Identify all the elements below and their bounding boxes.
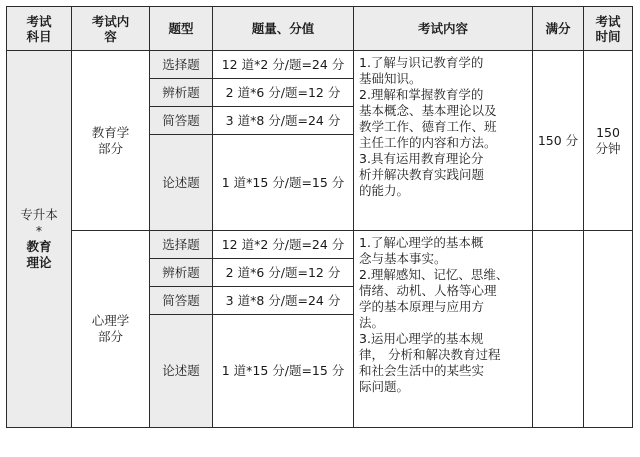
exam-content-cell [354, 51, 533, 231]
content-line: 教学工作、德育工作、班 [359, 119, 497, 134]
qtype-cell: 论述题 [150, 315, 213, 428]
header-qtype: 题型 [150, 7, 213, 51]
section-name-line2: 部分 [97, 329, 123, 344]
section-name-cell [72, 51, 150, 231]
time-cell [584, 51, 633, 231]
qtype-cell: 选择题 [150, 231, 213, 259]
time-cell-empty [584, 231, 633, 428]
content-line: 3.具有运用教育理论分 [359, 151, 484, 166]
header-subject-line1: 考试 [26, 13, 52, 29]
qtype-cell: 简答题 [150, 107, 213, 135]
content-line: 律， 分析和解决教育过程 [359, 347, 501, 362]
content-line: 基本概念、基本理论以及 [359, 103, 497, 118]
qtype-cell: 辨析题 [150, 259, 213, 287]
content-line: 法。 [359, 315, 385, 330]
time-line2: 分钟 [595, 140, 621, 156]
header-time [584, 7, 633, 51]
header-time-line2: 时间 [595, 28, 621, 44]
content-line: 基础知识。 [359, 71, 422, 86]
content-line: 的能力。 [359, 183, 410, 198]
section-name-line2: 部分 [97, 140, 123, 156]
exam-content-cell [354, 231, 533, 428]
header-row [7, 7, 633, 51]
content-line: 1.了解与识记教育学的 [359, 55, 484, 70]
subject-star: * [35, 223, 43, 238]
content-line: 3.运用心理学的基本规 [359, 331, 484, 346]
content-line: 2.理解感知、记忆、思维、 [359, 267, 509, 282]
full-score-cell: 150 分 [533, 51, 584, 231]
table-row [7, 231, 633, 259]
content-line: 析并解决教育实践问题 [359, 167, 485, 182]
header-qty: 题量、分值 [213, 7, 354, 51]
header-full-score: 满分 [533, 7, 584, 51]
section-name-line1: 心理学 [91, 313, 130, 328]
full-score-cell-empty [533, 231, 584, 428]
header-subject [7, 7, 72, 51]
qty-cell: 2 道*6 分/题=12 分 [213, 79, 354, 107]
content-line: 际问题。 [359, 379, 410, 394]
header-content-line2: 容 [104, 28, 117, 44]
section-name-line1: 教育学 [91, 124, 130, 140]
exam-table [6, 6, 633, 428]
subject-line1: 专升本 [20, 207, 58, 222]
qty-cell: 3 道*8 分/题=24 分 [213, 287, 354, 315]
content-line: 和社会生活中的某些实 [359, 363, 485, 378]
header-exam-content: 考试内容 [354, 7, 533, 51]
content-line: 念与基本事实。 [359, 251, 447, 266]
subject-line3: 教育 [26, 239, 52, 254]
section-name-cell [72, 231, 150, 428]
qty-cell: 12 道*2 分/题=24 分 [213, 51, 354, 79]
qty-cell: 2 道*6 分/题=12 分 [213, 259, 354, 287]
table-row [7, 51, 633, 79]
content-line: 1.了解心理学的基本概 [359, 235, 484, 250]
subject-cell [7, 51, 72, 428]
qty-cell: 12 道*2 分/题=24 分 [213, 231, 354, 259]
header-subject-line2: 科目 [26, 28, 52, 44]
qtype-cell: 选择题 [150, 51, 213, 79]
subject-line4: 理论 [26, 255, 52, 270]
content-line: 学的基本原理与应用方 [359, 299, 485, 314]
content-line: 情绪、动机、人格等心理 [359, 283, 497, 298]
time-line1: 150 [596, 124, 620, 140]
qtype-cell: 辨析题 [150, 79, 213, 107]
header-time-line1: 考试 [595, 13, 621, 29]
qty-cell: 3 道*8 分/题=24 分 [213, 107, 354, 135]
content-line: 主任工作的内容和方法。 [359, 135, 497, 150]
qty-cell: 1 道*15 分/题=15 分 [213, 315, 354, 428]
qtype-cell: 论述题 [150, 135, 213, 231]
qtype-cell: 简答题 [150, 287, 213, 315]
content-line: 2.理解和掌握教育学的 [359, 87, 484, 102]
header-content-line1: 考试内 [91, 13, 130, 29]
header-content [72, 7, 150, 51]
qty-cell: 1 道*15 分/题=15 分 [213, 135, 354, 231]
